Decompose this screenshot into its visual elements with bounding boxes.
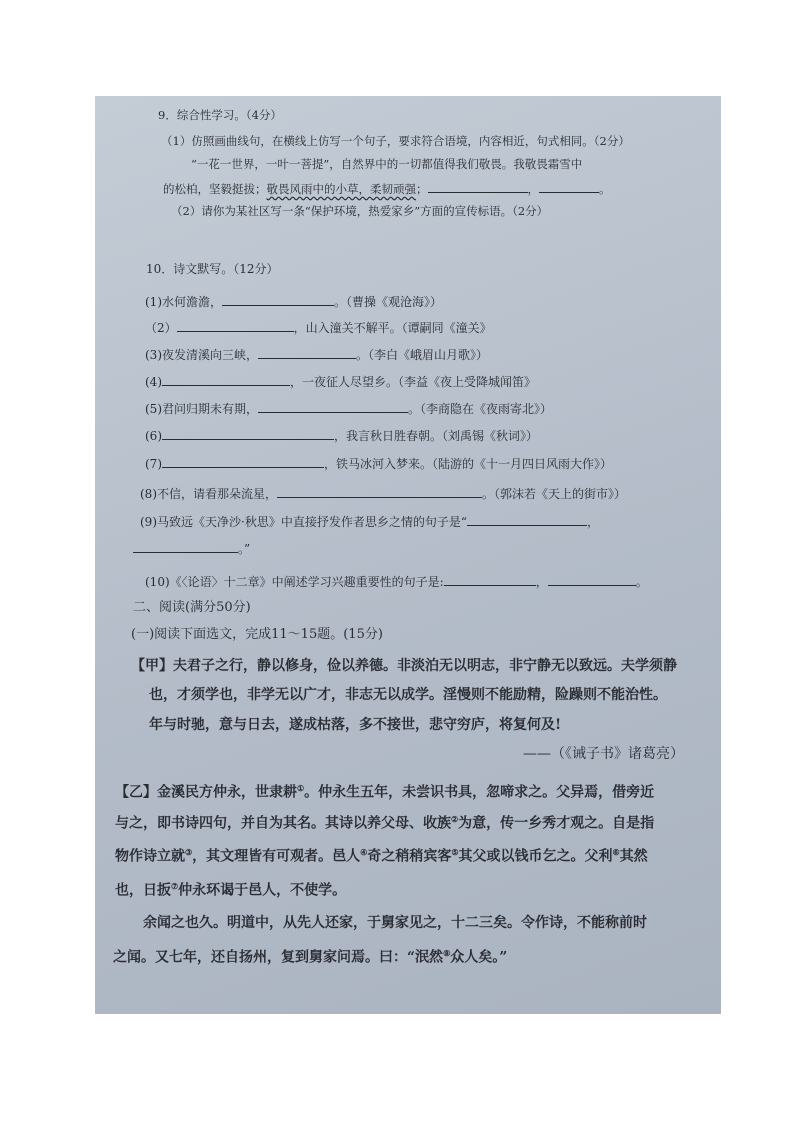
q10-blank-4[interactable] (162, 374, 290, 386)
yi-l3-a: 物作诗立就 (115, 848, 185, 865)
q9-part1-text-b-lead: 的松柏，坚毅挺拔； (163, 182, 267, 196)
q10-line-5 (145, 401, 552, 415)
yi-note-4: ④ (360, 847, 368, 857)
q10-l8-a: (8)不信，请看那朵流星， (140, 487, 277, 501)
q10-blank-10a[interactable] (444, 574, 536, 586)
q10-blank-7[interactable] (162, 456, 324, 468)
yi-note-1: ① (297, 783, 305, 793)
q10-line-2 (145, 320, 492, 334)
q10-line-6 (145, 428, 538, 442)
q10-l10-b: ， (535, 575, 548, 589)
q10-blank-1[interactable] (222, 294, 334, 306)
q9-end-period: 。 (599, 182, 611, 196)
yi-l2-a: 与之，即书诗四句，并自为其名。其诗以养父母、收族 (115, 815, 451, 832)
q10-l3-b: 。（李白《峨眉山月歌》） (356, 348, 489, 362)
q10-l10-a: (10)《〈论语〉十二章》中阐述学习兴趣重要性的句子是: (145, 575, 444, 589)
yi-l1-b: 。仲永生五年，未尝识书具，忽啼求之。父异焉，借旁近 (304, 784, 655, 801)
q9-wavy-sentence: 敬畏风雨中的小草，柔韧顽强 (266, 182, 416, 196)
yi-note-5: ⑤ (451, 847, 459, 857)
yi-l1-a: 【乙】金溪民方仲永，世隶耕 (115, 784, 297, 801)
yi-l4-b: 仲永环谒于邑人，不使学。 (178, 882, 347, 899)
q10-blank-9a[interactable] (467, 514, 587, 526)
q10-line-1 (145, 294, 442, 308)
q10-blank-5[interactable] (258, 401, 408, 413)
section2-title: 二、阅读(满分50分) (133, 600, 251, 615)
jia-line-1: 【甲】夫君子之行，静以修身，俭以养德。非淡泊无以明志，非宁静无以致远。夫学须静 (131, 658, 677, 674)
q10-blank-9b[interactable] (133, 541, 238, 553)
yi-l3-c: 奇之稍稍宾客 (367, 848, 452, 865)
q10-l8-b: 。（郭沫若《天上的街市》） (482, 487, 627, 501)
yi-note-3: ③ (185, 847, 193, 857)
q9-part1-prompt: （1）仿照画曲线句，在横线上仿写一个句子，要求符合语境，内容相近，句式相同。（2分） (161, 134, 630, 148)
yi-l3-d: 其父或以钱币乞之。父利 (458, 848, 613, 865)
yi-l6-b: 众人矣。” (450, 949, 508, 966)
q10-line-3 (145, 347, 488, 361)
q10-l2-a: （2） (145, 321, 177, 335)
q10-l4-b: ，一夜征人尽望乡。（李益《夜上受降城闻笛》 (290, 375, 537, 389)
q9-answer-blank-1[interactable] (428, 181, 528, 193)
q9-end-comma: ， (527, 182, 539, 196)
q10-l9-c: 。” (238, 542, 251, 556)
q9-answer-blank-2[interactable] (539, 181, 599, 193)
yi-line-2 (115, 815, 654, 831)
section2-sub1: (一)阅读下面选文，完成11～15题。(15分) (131, 627, 383, 642)
yi-line-6 (113, 949, 507, 965)
q10-l4-a: (4) (145, 375, 162, 389)
yi-line-3 (115, 848, 648, 864)
q10-line-8 (140, 486, 626, 500)
q10-line-4 (145, 374, 536, 388)
q10-l1-a: (1)水何澹澹， (145, 295, 222, 309)
yi-line-1 (115, 784, 654, 800)
yi-note-2: ② (451, 814, 459, 824)
q9-part2: （2）请你为某社区写一条“保护环境，热爱家乡”方面的宣传标语。（2分） (171, 204, 549, 218)
jia-source: ——（《诫子书》诸葛亮） (523, 746, 684, 762)
q10-line-10 (145, 574, 648, 588)
q10-l2-b: ，山入潼关不解平。（谭嗣同《潼关》 (293, 321, 492, 335)
yi-note-6: ⑥ (612, 847, 620, 857)
yi-l4-a: 也，日扳 (115, 882, 171, 899)
q10-title: 10．诗文默写。（12分） (146, 262, 279, 276)
q10-line-9-cont (133, 541, 250, 555)
q10-l5-b: 。（李商隐在《夜雨寄北》） (408, 402, 553, 416)
exam-paper (95, 96, 721, 1014)
yi-line-5: 余闻之也久。明道中，从先人还家，于舅家见之，十二三矣。令作诗，不能称前时 (143, 915, 647, 931)
q10-l6-a: (6) (145, 429, 162, 443)
yi-note-8: ⑧ (443, 948, 451, 958)
yi-note-7: ⑦ (171, 881, 179, 891)
q10-l7-b: ，铁马冰河入梦来。（陆游的《十一月四日风雨大作》） (324, 457, 613, 471)
yi-l6-a: 之闻。又七年，还自扬州，复到舅家问焉。曰：“泯然 (113, 949, 444, 966)
yi-l3-b: ，其文理皆有可观者。邑人 (192, 848, 361, 865)
q9-title: 9．综合性学习。（4分） (158, 108, 282, 122)
q9-sep: ； (416, 182, 428, 196)
q10-l10-c: 。 (635, 575, 648, 589)
q10-blank-8[interactable] (277, 486, 482, 498)
yi-l2-b: 为意，传一乡秀才观之。自是指 (458, 815, 655, 832)
q9-part1-text-a: “一花一世界，一叶一菩提”，自然界中的一切都值得我们敬畏。我敬畏霜雪中 (191, 157, 583, 171)
jia-line-2: 也，才须学也，非学无以广才，非志无以成学。淫慢则不能励精，险躁则不能治性。 (149, 687, 667, 703)
jia-line-3: 年与时驰，意与日去，遂成枯落，多不接世，悲守穷庐，将复何及! (149, 717, 562, 733)
q10-l6-b: ，我言秋日胜春朝。（刘禹锡《秋词》） (334, 429, 539, 443)
q10-l1-b: 。（曹操《观沧海》） (334, 295, 443, 309)
q10-l3-a: (3)夜发清溪向三峡， (145, 348, 258, 362)
q10-blank-6[interactable] (162, 428, 334, 440)
q10-l7-a: (7) (145, 457, 162, 471)
q10-line-9 (140, 514, 599, 528)
q10-blank-10b[interactable] (548, 574, 636, 586)
yi-line-4 (115, 882, 346, 898)
q10-l9-a: (9)马致远《天净沙·秋思》中直接抒发作者思乡之情的句子是“ (140, 515, 467, 529)
q10-l9-b: ， (586, 515, 599, 529)
q9-part1-text-b (163, 181, 611, 196)
q10-blank-3[interactable] (258, 347, 356, 359)
yi-l3-e: 其然 (619, 848, 648, 865)
q10-l5-a: (5)君问归期未有期， (145, 402, 258, 416)
q10-blank-2[interactable] (177, 320, 294, 332)
q10-line-7 (145, 456, 612, 470)
